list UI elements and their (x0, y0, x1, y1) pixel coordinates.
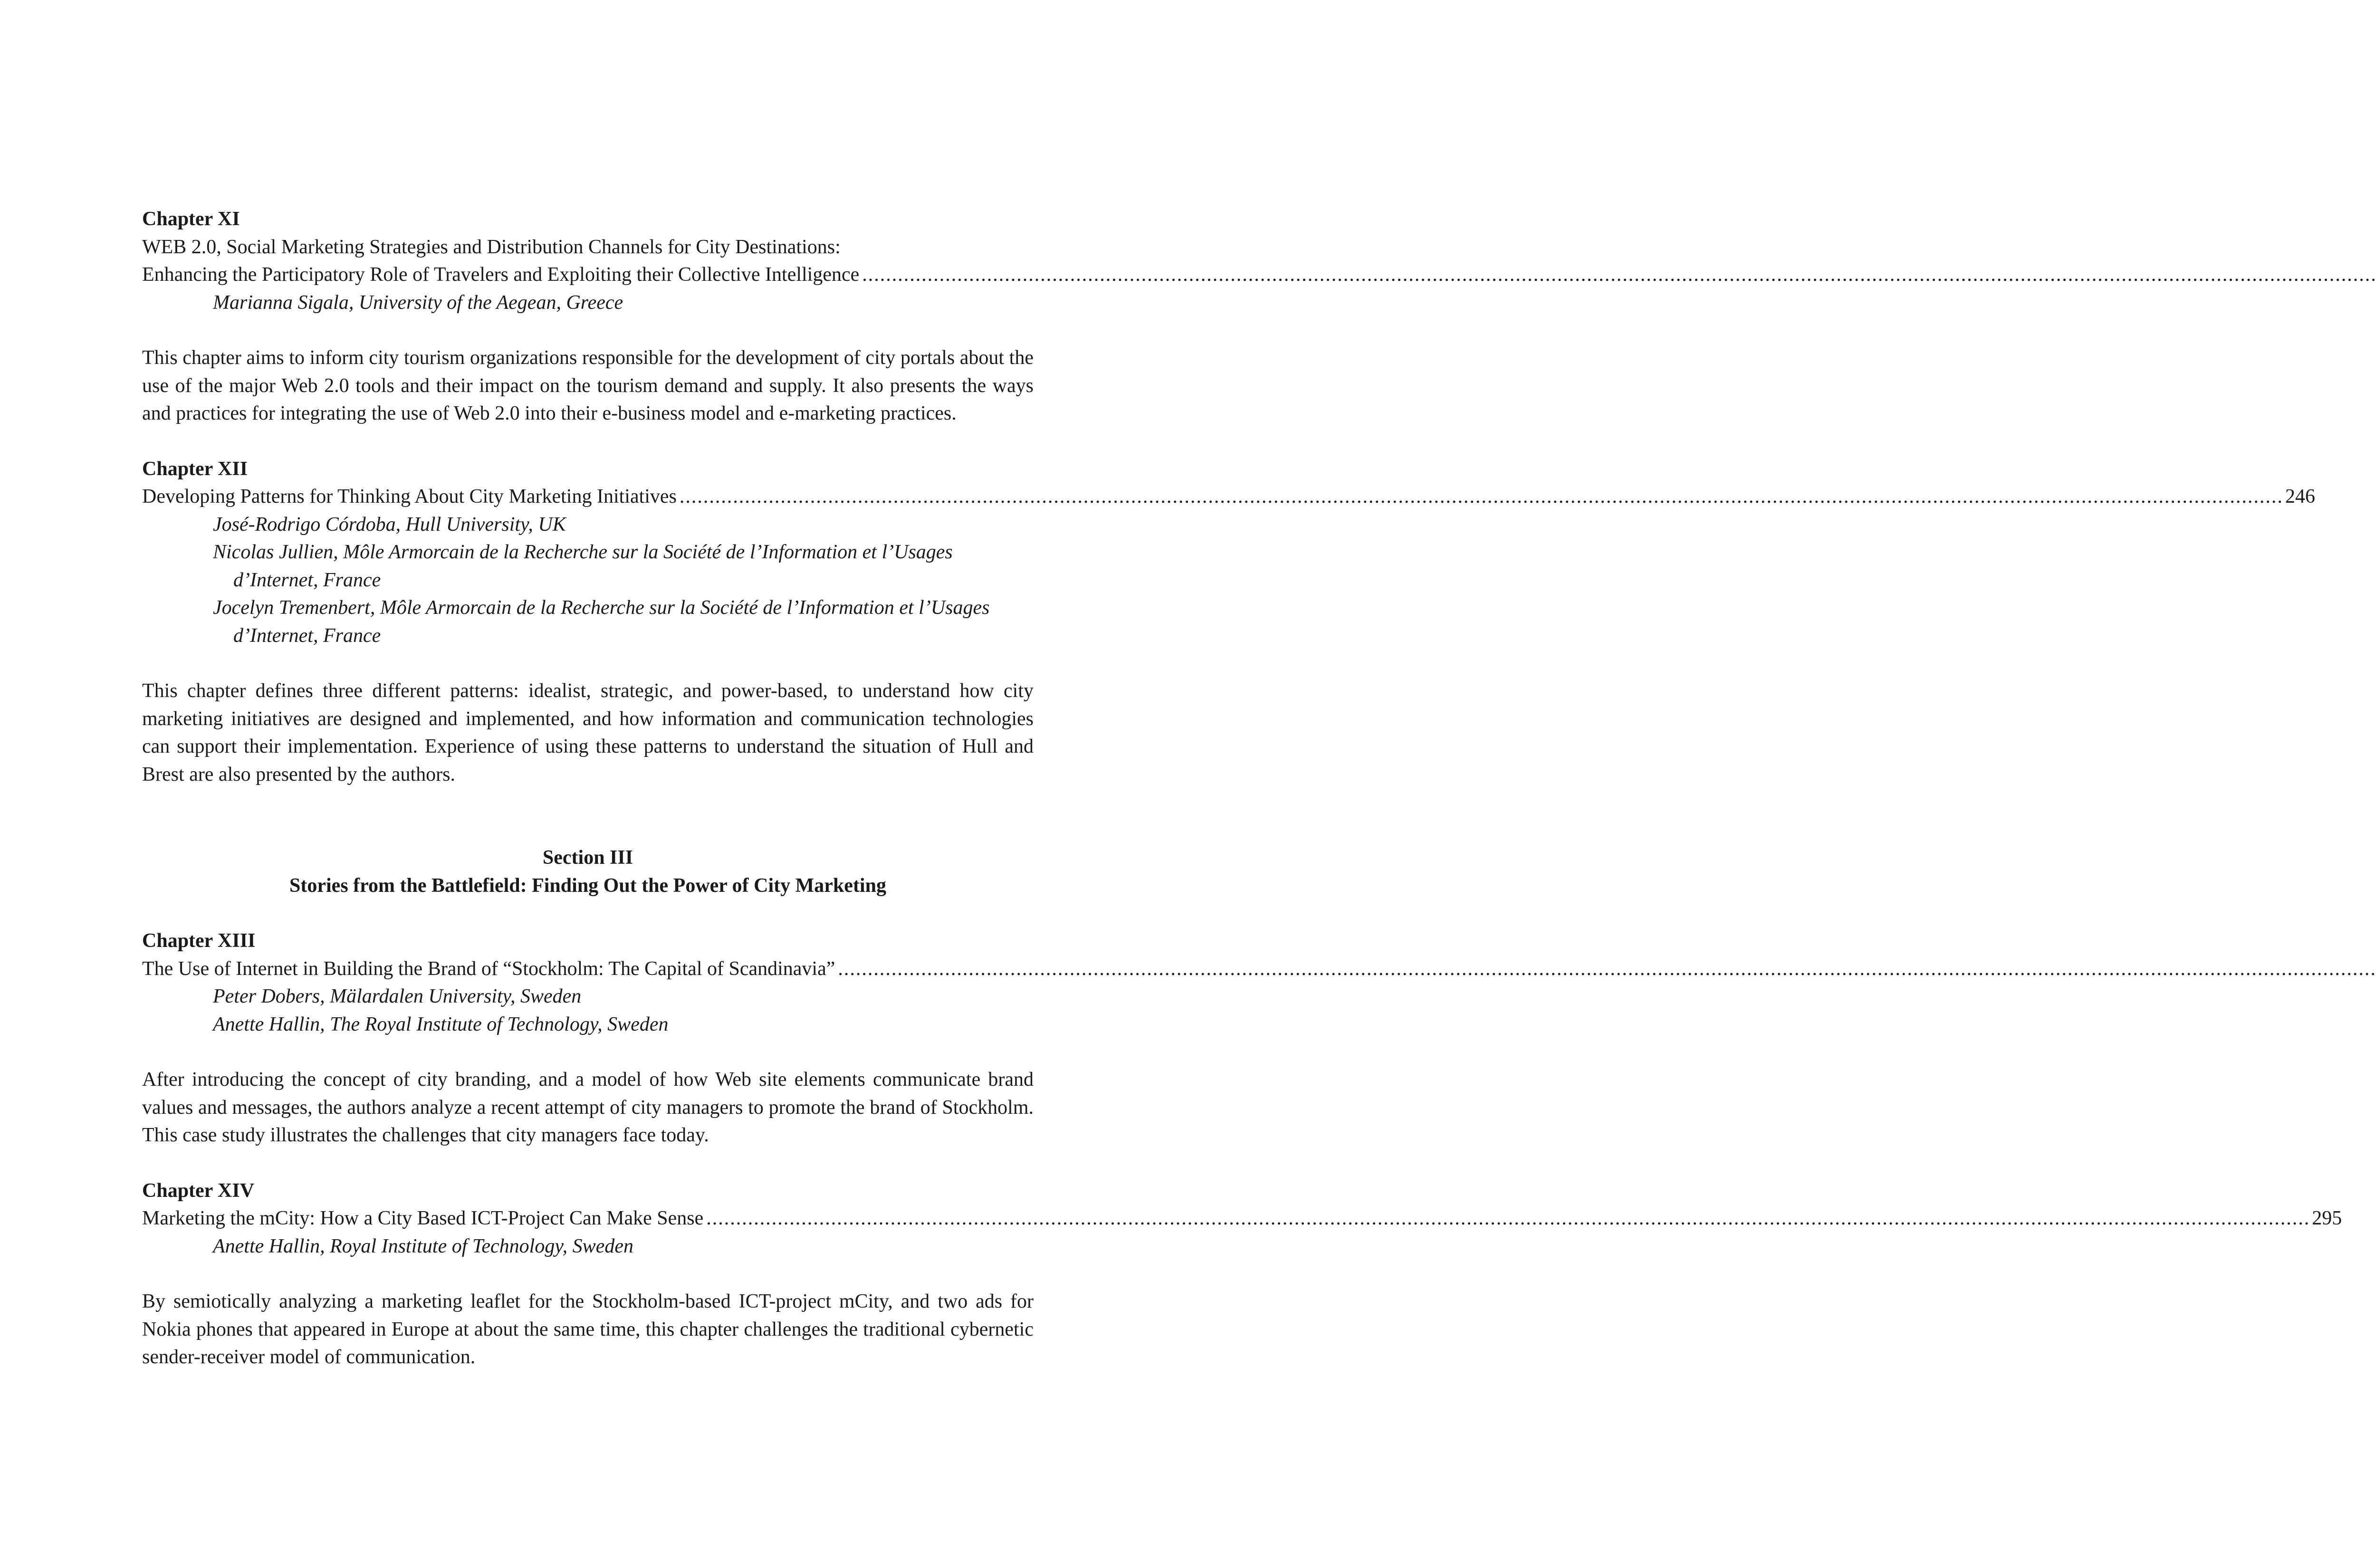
chapter-label: Chapter XIII (142, 930, 256, 952)
chapter-entry-xi (142, 205, 1034, 428)
dot-leader (680, 483, 2283, 511)
section-title: Stories from the Battlefield: Finding Out the Power of City Marketing (289, 874, 886, 897)
chapter-entry-xiii (142, 927, 1034, 1149)
chapter-label: Chapter XIV (142, 1179, 255, 1202)
chapter-title: Marketing the mCity: How a City Based ICT-Project Can Make Sense (142, 1207, 704, 1229)
toc-page (142, 205, 2342, 1371)
chapter-abstract: This chapter defines three different patterns: idealist, strategic, and power-based, to understand how city marketing initiatives are designed and implemented, and how information and communication technologies can support their implementation. Experience of using these patterns to understand the situation of Hull and Brest are also presented by the authors. (142, 680, 1034, 785)
chapter-abstract: After introducing the concept of city branding, and a model of how Web site elements communicate brand values and messages, the authors analyze a recent attempt of city managers to promote the brand of Stockholm. This case study illustrates the challenges that city managers face today. (142, 1069, 1034, 1146)
author-line: José-Rodrigo Córdoba, Hull University, UK (213, 513, 566, 535)
page-number: 295 (2312, 1207, 2342, 1229)
section-heading (142, 844, 1034, 899)
chapter-label: Chapter XI (142, 208, 240, 230)
chapter-title-with-page[interactable] (142, 483, 2315, 511)
dot-leader (862, 261, 2376, 289)
author-line: Jocelyn Tremenbert, Môle Armorcain de la Recherche sur la Société de l’Information et l’Usages d’Internet, France (213, 597, 990, 647)
chapter-abstract: By semiotically analyzing a marketing leaflet for the Stockholm-based ICT-project mCity, and two ads for Nokia phones that appeared in Europe at about the same time, this chapter challenges the traditional cybernetic sender-receiver model of communication. (142, 1291, 1034, 1368)
chapter-title: The Use of Internet in Building the Brand of “Stockholm: The Capital of Scandinavia” (142, 957, 835, 980)
chapter-title-line: WEB 2.0, Social Marketing Strategies and Distribution Channels for City Destinations: (142, 236, 841, 258)
chapter-label: Chapter XII (142, 458, 248, 480)
author-line: Anette Hallin, The Royal Institute of Technology, Sweden (213, 1013, 669, 1035)
chapter-entry-xiv (142, 1177, 2342, 1371)
chapter-entry-xii (142, 455, 2315, 789)
chapter-title: Developing Patterns for Thinking About City Marketing Initiatives (142, 486, 677, 507)
author-line: Peter Dobers, Mälardalen University, Sweden (213, 985, 582, 1007)
chapter-title-with-page[interactable] (142, 955, 1034, 983)
chapter-abstract: This chapter aims to inform city tourism organizations responsible for the development of city portals about the use of the major Web 2.0 tools and their impact on the tourism demand and supply. It also presents the ways and practices for integrating the use of Web 2.0 into their e-business model and e-marketing practices. (142, 347, 1034, 424)
author-line: Nicolas Jullien, Môle Armorcain de la Recherche sur la Société de l’Information et l’Usages d’Internet, France (213, 541, 953, 591)
chapter-title-with-page[interactable] (142, 1205, 2342, 1233)
dot-leader (838, 955, 2376, 983)
author-line: Anette Hallin, Royal Institute of Technology, Sweden (213, 1235, 633, 1257)
dot-leader (706, 1205, 2310, 1233)
author-line: Marianna Sigala, University of the Aegean, Greece (213, 291, 623, 314)
chapter-title: Enhancing the Participatory Role of Travelers and Exploiting their Collective Intelligence (142, 264, 860, 286)
section-label: Section III (542, 847, 633, 869)
chapter-title-with-page[interactable] (142, 261, 1034, 289)
page-number: 246 (2285, 486, 2315, 507)
